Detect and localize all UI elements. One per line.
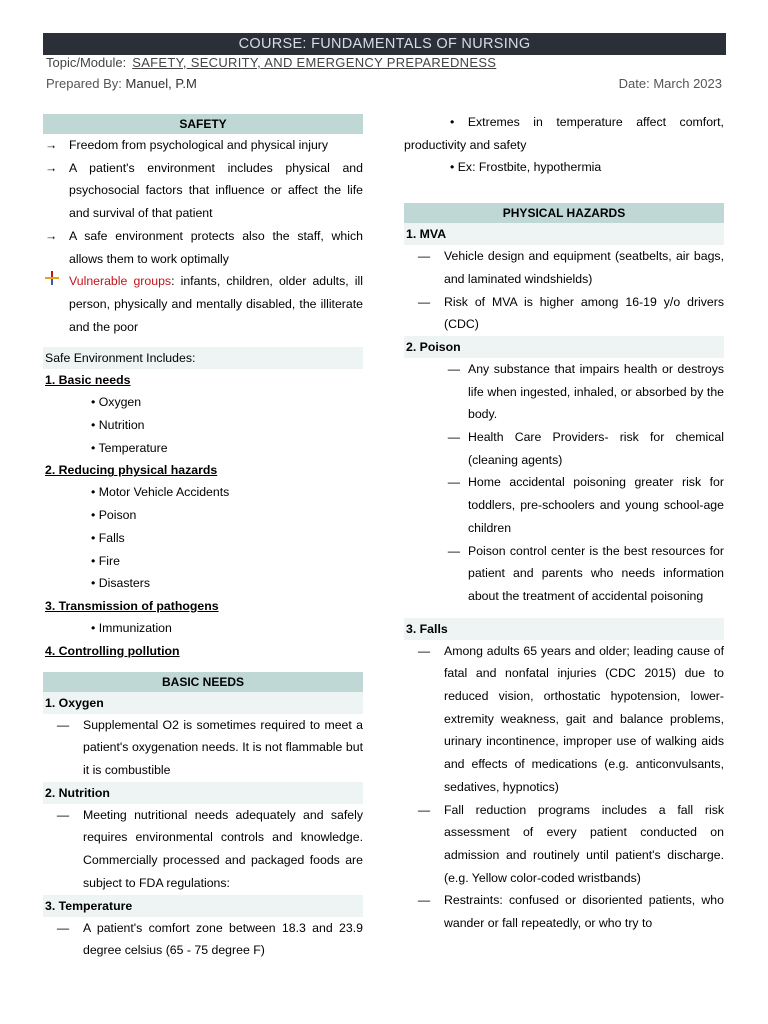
list-item: • Falls [91, 530, 125, 545]
prepared-by [46, 76, 197, 91]
list-item: • Motor Vehicle Accidents [91, 485, 230, 500]
physical-hazards-header: PHYSICAL HAZARDS [404, 203, 724, 223]
prepared-value: Manuel, P.M [125, 76, 197, 91]
safe-env-title: Safe Environment Includes: [43, 347, 363, 369]
mva-item: — Vehicle design and equipment (seatbelts, air bags, and laminated windshields) [417, 249, 724, 286]
course-banner: COURSE: FUNDAMENTALS OF NURSING [43, 33, 726, 55]
prepared-label: Prepared By: [46, 76, 122, 91]
list-item: • Nutrition [91, 418, 145, 433]
basic-needs-title: 1. Basic needs [45, 373, 131, 388]
left-column [43, 114, 363, 962]
arrow-icon: → [45, 160, 58, 175]
list-item: • Temperature [91, 440, 168, 455]
arrow-icon: → [45, 228, 58, 243]
right-column [404, 111, 724, 935]
nutrition-title: 2. Nutrition [43, 782, 363, 804]
falls-item: — Among adults 65 years and older; leading cause of fatal and nonfatal injuries (CDC 2015) due to reduced vision, orthostatic hypotension, lower-extremity weakness, gait and balance problems, urinary incontinence, improper use of walking aids and effects of medications (e.g. anticonvulsants, sedatives, hypnotics) [417, 643, 724, 794]
topic-value: SAFETY, SECURITY, AND EMERGENCY PREPAREDNESS [132, 55, 497, 70]
vulnerable-groups: Vulnerable groups: infants, children, older adults, ill person, physically and mentally disabled, the illiterate and the poor [43, 270, 363, 338]
mva-title: 1. MVA [404, 223, 724, 245]
basic-needs-header: BASIC NEEDS [43, 672, 363, 692]
cross-bullet-icon [43, 270, 69, 293]
falls-item: — Fall reduction programs includes a fall risk assessment of every patient conducted on admission and routinely until patient's discharge. (e.g. Yellow color-coded wristbands) [417, 802, 724, 885]
temp-bullet: • Extremes in temperature affect comfort, productivity and safety [404, 115, 724, 152]
poison-item: — Health Care Providers- risk for chemical (cleaning agents) [447, 430, 724, 467]
transmission-title: 3. Transmission of pathogens [45, 598, 219, 613]
vulnerable-label: Vulnerable groups [69, 274, 172, 289]
temperature-title: 3. Temperature [43, 895, 363, 917]
falls-item: — Restraints: confused or disoriented patients, who wander or fall repeatedly, or who try to [417, 893, 724, 931]
arrow-icon: → [45, 138, 58, 152]
list-item: • Disasters [91, 576, 150, 591]
topic-line [46, 55, 724, 70]
poison-item: — Home accidental poisoning greater risk for toddlers, pre-schoolers and young school-age children [447, 475, 724, 535]
nutrition-item: — Meeting nutritional needs adequately and safely requires environmental controls and knowledge. Commercially processed and packaged foods are subject to FDA regulations: [56, 807, 363, 890]
poison-title: 2. Poison [404, 336, 724, 358]
falls-title: 3. Falls [404, 618, 724, 640]
safety-header: SAFETY [43, 114, 363, 134]
reducing-title: 2. Reducing physical hazards [45, 463, 218, 478]
topic-label: Topic/Module: [46, 55, 127, 70]
pollution-title: 4. Controlling pollution [45, 643, 180, 658]
poison-item: — Any substance that impairs health or destroys life when ingested, inhaled, or absorbed by the body. [447, 361, 724, 422]
safety-point: → Freedom from psychological and physical injury [43, 134, 363, 157]
temp-bullet: • Ex: Frostbite, hypothermia [450, 160, 602, 175]
poison-item: — Poison control center is the best resources for patient and parents who needs information about the treatment of accidental poisoning [447, 543, 724, 603]
list-item: • Fire [91, 553, 120, 568]
list-item: • Immunization [91, 620, 172, 635]
oxygen-item: — Supplemental O2 is sometimes required to meet a patient's oxygenation needs. It is not flammable but it is combustible [56, 717, 363, 778]
list-item: • Poison [91, 508, 137, 523]
safety-point: → A patient's environment includes physical and psychosocial factors that influence or affect the life and survival of that patient [43, 157, 363, 225]
date: Date: March 2023 [618, 76, 722, 91]
mva-item: — Risk of MVA is higher among 16-19 y/o drivers (CDC) [417, 294, 724, 332]
temperature-item: — A patient's comfort zone between 18.3 and 23.9 degree celsius (65 - 75 degree F) [56, 920, 363, 958]
oxygen-title: 1. Oxygen [43, 692, 363, 714]
list-item: • Oxygen [91, 395, 142, 410]
safety-point: → A safe environment protects also the staff, which allows them to work optimally [43, 225, 363, 270]
